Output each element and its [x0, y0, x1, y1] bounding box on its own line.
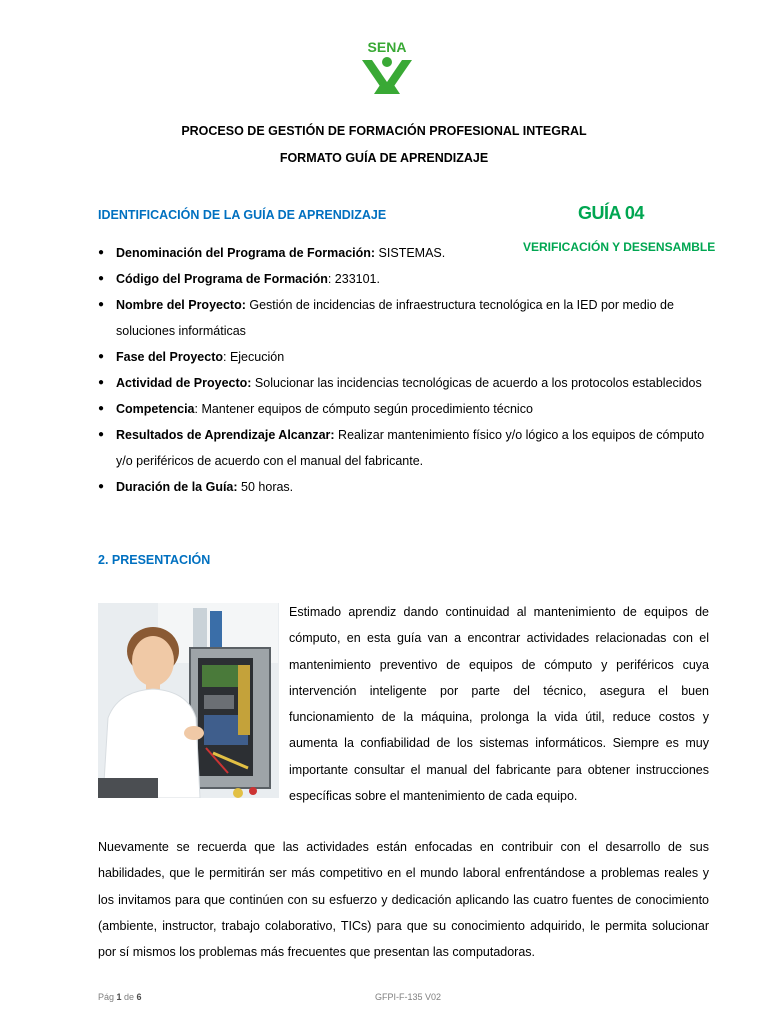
bullet-value: Gestión de incidencias de infraestructura tecnológica en la IED por medio de soluciones informáticas — [116, 298, 674, 338]
page-total: 6 — [136, 992, 142, 1002]
bullet-value: SISTEMAS. — [375, 246, 446, 260]
bullet-value: : 233101. — [327, 272, 380, 286]
bullet-label: Denominación del Programa de Formación: — [116, 246, 376, 260]
format-title: FORMATO GUÍA DE APRENDIZAJE — [279, 151, 489, 165]
list-item-program-name — [98, 240, 516, 266]
identification-list — [98, 240, 718, 500]
bullet-value: Solucionar las incidencias tecnológicas de acuerdo a los protocolos establecidos — [251, 376, 702, 390]
process-title: PROCESO DE GESTIÓN DE FORMACIÓN PROFESIONAL INTEGRAL — [181, 124, 587, 138]
svg-text:SENA: SENA — [367, 39, 407, 55]
bullet-value: : Mantener equipos de cómputo según procedimiento técnico — [194, 402, 533, 416]
bullet-label: Fase del Proyecto — [116, 350, 223, 364]
page-prefix: Pág — [98, 992, 117, 1002]
document-code: GFPI-F-135 V02 — [375, 992, 442, 1002]
guide-number: GUÍA 04 — [578, 203, 644, 223]
presentation-paragraph-1: Estimado aprendiz dando continuidad al mantenimiento de equipos de cómputo, en esta guía van a encontrar actividades relacionadas con el mantenimiento preventivo de equipos de cómputo y periféricos cuya intervención inteligente por parte del técnico, asegura el buen funcionamiento de la máquina, prolonga la vida útil, reduce costos y aumenta la confiabilidad de los sistemas informáticos. Siempre es muy importante consultar el manual del fabricante para obtener instrucciones específicas sobre el mantenimiento de cada equipo. — [289, 605, 709, 804]
page-current: 1 — [116, 992, 122, 1002]
identification-heading: IDENTIFICACIÓN DE LA GUÍA DE APRENDIZAJE — [98, 208, 387, 222]
student-repairing-computer-image — [98, 603, 279, 798]
list-item-project-name — [98, 292, 718, 344]
guide-subtitle: VERIFICACIÓN Y DESENSAMBLE — [523, 240, 716, 254]
presentation-heading: 2. PRESENTACIÓN — [98, 553, 211, 567]
bullet-label: Resultados de Aprendizaje Alcanzar: — [116, 428, 335, 442]
bullet-label: Nombre del Proyecto: — [116, 298, 246, 312]
page-separator: de — [121, 992, 137, 1002]
bullet-value: Realizar mantenimiento físico y/o lógico a los equipos de cómputo y/o periféricos de acuerdo con el manual del fabricante. — [116, 428, 705, 468]
bullet-label: Actividad de Proyecto: — [116, 376, 252, 390]
page-number — [98, 992, 142, 1002]
bullet-value: 50 horas. — [237, 480, 294, 494]
bullet-value: : Ejecución — [223, 350, 285, 364]
list-item-learning-results — [98, 422, 718, 474]
list-item-competency — [98, 396, 718, 422]
bullet-label: Duración de la Guía: — [116, 480, 238, 494]
presentation-paragraph-2: Nuevamente se recuerda que las actividades están enfocadas en contribuir con el desarrollo de sus habilidades, que le permitirán ser más competitivo en el mundo laboral enfrentándose a problemas reales y los invitamos para que continúen con su esfuerzo y dedicación aplicando las cuatro fuentes de conocimiento (ambiente, instructor, trabajo colaborativo, TICs) para que su conocimiento adquirido, le permita solucionar por sí mismos los problemas más frecuentes que presentan las computadoras. — [98, 840, 709, 960]
list-item-project-phase — [98, 344, 718, 370]
list-item-guide-duration — [98, 474, 718, 500]
list-item-program-code — [98, 266, 718, 292]
bullet-label: Código del Programa de Formación — [116, 272, 328, 286]
sena-logo — [356, 38, 418, 96]
list-item-project-activity — [98, 370, 718, 396]
bullet-label: Competencia — [116, 402, 195, 416]
